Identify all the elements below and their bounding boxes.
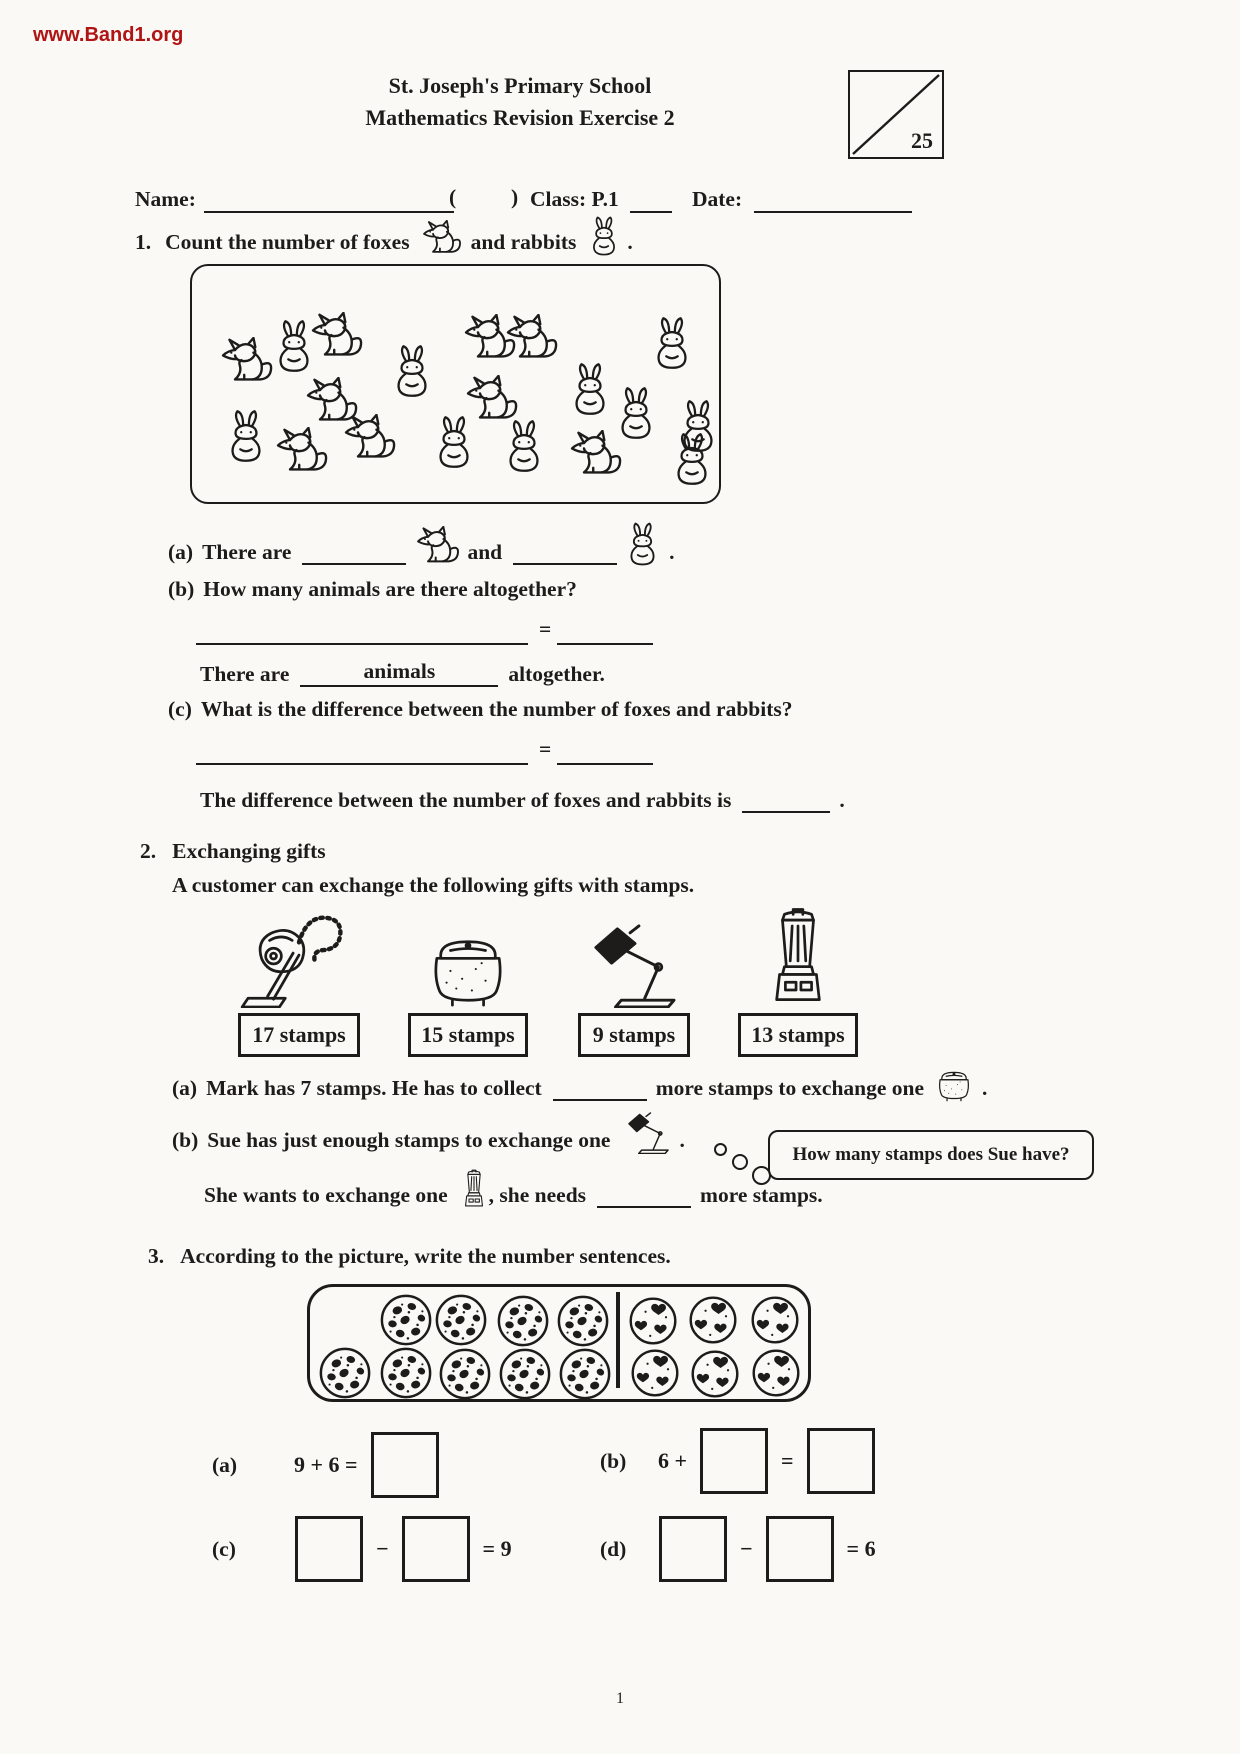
- q3-heading: [148, 1243, 671, 1270]
- q1-part-b: [168, 576, 577, 603]
- chocolate-cookie-icon: [434, 1293, 488, 1347]
- heart-cookie-icon: [627, 1295, 679, 1347]
- fox-icon: [421, 220, 463, 256]
- q2-part-b: [172, 1112, 685, 1154]
- q1-prompt-rabbits: and rabbits: [470, 230, 577, 254]
- score-total: 25: [911, 128, 933, 153]
- q1-part-c: [168, 696, 793, 723]
- answer-box: [371, 1432, 439, 1498]
- chocolate-cookie-icon: [318, 1346, 372, 1400]
- fox-icon: [568, 430, 624, 478]
- answer-box: [295, 1516, 363, 1582]
- q1b-answer-blank: [557, 618, 653, 645]
- class-label: Class: P.1: [530, 187, 619, 211]
- chocolate-cookie-icon: [496, 1294, 550, 1348]
- rabbit-icon: [652, 316, 692, 370]
- gift-desk-lamp: [578, 900, 690, 1057]
- blender-image: [766, 906, 830, 1008]
- part-label: (a): [168, 540, 194, 564]
- q1-animal-box: [190, 264, 721, 504]
- q2a-period: .: [982, 1076, 988, 1100]
- equation-text: 6 +: [658, 1448, 688, 1473]
- q1c-answer-prefix: The difference between the number of foxes and rabbits is: [200, 788, 732, 812]
- equation-label: (c): [212, 1536, 236, 1561]
- equation-text: −: [376, 1536, 389, 1561]
- q1c-sentence-blank: [196, 738, 528, 765]
- q1c-equation-line: [196, 736, 662, 766]
- exercise-title: Mathematics Revision Exercise 2: [365, 105, 675, 130]
- q2-heading: [140, 838, 326, 865]
- q1c-answer-sentence: [200, 786, 845, 814]
- rabbit-icon: [434, 415, 474, 469]
- q2b-line-2: [204, 1169, 823, 1209]
- name-label: Name:: [135, 187, 196, 211]
- gift-vacuum-cleaner: [238, 900, 360, 1057]
- close-paren: ): [511, 185, 519, 209]
- q2-number: 2.: [140, 839, 157, 863]
- stamp-price-box: 9 stamps: [578, 1013, 690, 1057]
- equation-text: 9 + 6 =: [294, 1452, 358, 1477]
- answer-box: [659, 1516, 727, 1582]
- q1c-equals: =: [539, 737, 552, 761]
- part-label: (b): [172, 1128, 199, 1152]
- chocolate-cookie-icon: [558, 1347, 612, 1401]
- q2-part-a: [172, 1068, 987, 1102]
- desk-lamp-icon: [623, 1112, 673, 1154]
- equation-c: [212, 1516, 518, 1582]
- q1-number: 1.: [135, 230, 152, 254]
- answer-box: [807, 1428, 875, 1494]
- q1b-sentence-blank: [196, 618, 528, 645]
- equation-b: [600, 1428, 882, 1494]
- heart-cookie-icon: [687, 1294, 739, 1346]
- answer-box: [766, 1516, 834, 1582]
- q2b-line2-text-3: more stamps.: [700, 1183, 823, 1207]
- heart-cookie-icon: [629, 1347, 681, 1399]
- q1c-period: .: [839, 788, 845, 812]
- q1c-answer-blank: [557, 738, 653, 765]
- q1a-text-2: and: [467, 540, 503, 564]
- heart-cookie-icon: [689, 1348, 741, 1400]
- q1a-period: .: [669, 540, 675, 564]
- thought-dot: [732, 1154, 748, 1170]
- equation-label: (a): [212, 1452, 238, 1477]
- q3-prompt: According to the picture, write the number sentences.: [180, 1244, 671, 1268]
- chocolate-cookie-icon: [498, 1347, 552, 1401]
- desk-lamp-image: [584, 924, 684, 1008]
- cookie-box: [307, 1284, 811, 1402]
- fox-icon: [219, 337, 275, 385]
- thought-dot: [714, 1143, 727, 1156]
- q1b-animals-word-blank: animals: [300, 658, 498, 687]
- q1c-difference-blank: [742, 786, 830, 813]
- rabbit-icon: [226, 409, 266, 463]
- stamp-price-box: 17 stamps: [238, 1013, 360, 1057]
- rabbit-icon: [392, 344, 432, 398]
- watermark: www.Band1.org: [33, 24, 184, 46]
- open-paren: (: [449, 185, 457, 209]
- q1a-text-1: There are: [202, 540, 292, 564]
- q1-heading: [135, 216, 633, 256]
- sue-callout-text: How many stamps does Sue have?: [792, 1144, 1070, 1165]
- q1a-fox-count-blank: [302, 538, 406, 565]
- q2b-line2-text-2: , she needs: [488, 1183, 587, 1207]
- q2a-text-1: Mark has 7 stamps. He has to collect: [206, 1076, 542, 1100]
- q1b-answer-prefix: There are: [200, 662, 290, 686]
- fox-icon: [274, 427, 330, 475]
- chocolate-cookie-icon: [379, 1346, 433, 1400]
- chocolate-cookie-icon: [556, 1294, 610, 1348]
- heart-cookie-icon: [749, 1294, 801, 1346]
- answer-box: [402, 1516, 470, 1582]
- cookie-divider: [616, 1292, 620, 1388]
- fox-icon: [504, 314, 560, 362]
- rabbit-icon: [570, 362, 610, 416]
- fox-icon: [309, 312, 365, 360]
- part-label: (c): [168, 697, 192, 721]
- equation-label: (b): [600, 1448, 627, 1473]
- school-name: St. Joseph's Primary School: [388, 73, 652, 98]
- heart-cookie-icon: [750, 1347, 802, 1399]
- equation-label: (d): [600, 1536, 627, 1561]
- equation-text: = 6: [846, 1536, 876, 1561]
- q1a-rabbit-count-blank: [513, 538, 617, 565]
- equation-text: = 9: [482, 1536, 512, 1561]
- gifts-row: [0, 900, 1240, 1060]
- rabbit-icon: [504, 419, 544, 473]
- rabbit-icon: [626, 522, 659, 566]
- q2-subtitle: A customer can exchange the following gifts with stamps.: [172, 873, 695, 897]
- equation-text: −: [740, 1536, 753, 1561]
- q2b-line2-text-1: She wants to exchange one: [204, 1183, 448, 1207]
- q1b-answer-suffix: altogether.: [508, 662, 605, 686]
- vacuum-cleaner-image: [238, 910, 360, 1008]
- equation-text: =: [781, 1448, 794, 1473]
- q2-title: Exchanging gifts: [172, 839, 326, 863]
- chocolate-cookie-icon: [379, 1293, 433, 1347]
- part-label: (b): [168, 577, 195, 601]
- q2a-stamps-blank: [553, 1074, 647, 1101]
- date-label: Date:: [692, 187, 743, 211]
- rice-cooker-icon: [933, 1068, 975, 1102]
- q1b-equals: =: [539, 617, 552, 641]
- class-blank-line: [630, 186, 672, 213]
- chocolate-cookie-icon: [438, 1347, 492, 1401]
- blender-icon: [461, 1169, 487, 1209]
- q2a-text-2: more stamps to exchange one: [655, 1076, 925, 1100]
- q3-number: 3.: [148, 1244, 165, 1268]
- name-blank-line: [204, 185, 457, 213]
- part-label: (a): [172, 1076, 198, 1100]
- gift-blender: [738, 900, 858, 1057]
- rabbit-icon: [589, 216, 619, 256]
- q1b-question: How many animals are there altogether?: [203, 577, 577, 601]
- gift-rice-cooker: [408, 900, 528, 1057]
- page-title: [200, 70, 840, 134]
- rabbit-icon: [274, 319, 314, 373]
- q2b-text-1: Sue has just enough stamps to exchange one: [207, 1128, 611, 1152]
- rabbit-icon: [672, 432, 712, 486]
- equation-d: [600, 1516, 882, 1582]
- q1-prompt-foxes: Count the number of foxes: [165, 230, 410, 254]
- q2b-period: .: [679, 1128, 685, 1152]
- q1-prompt-period: .: [627, 230, 633, 254]
- page-number: 1: [616, 1690, 624, 1707]
- answer-box: [700, 1428, 768, 1494]
- q1-part-a: [168, 522, 674, 566]
- stamp-price-box: 13 stamps: [738, 1013, 858, 1057]
- q1b-answer-sentence: [200, 658, 605, 688]
- fox-icon: [415, 526, 461, 566]
- q1b-equation-line: [196, 616, 662, 646]
- rice-cooker-image: [421, 932, 515, 1008]
- date-blank-line: [754, 186, 912, 213]
- q1c-question: What is the difference between the number of foxes and rabbits?: [200, 697, 793, 721]
- score-box: [848, 70, 944, 159]
- fox-icon: [342, 414, 398, 462]
- q2b-stamps-blank: [597, 1181, 691, 1208]
- equation-a: [212, 1432, 446, 1498]
- stamp-price-box: 15 stamps: [408, 1013, 528, 1057]
